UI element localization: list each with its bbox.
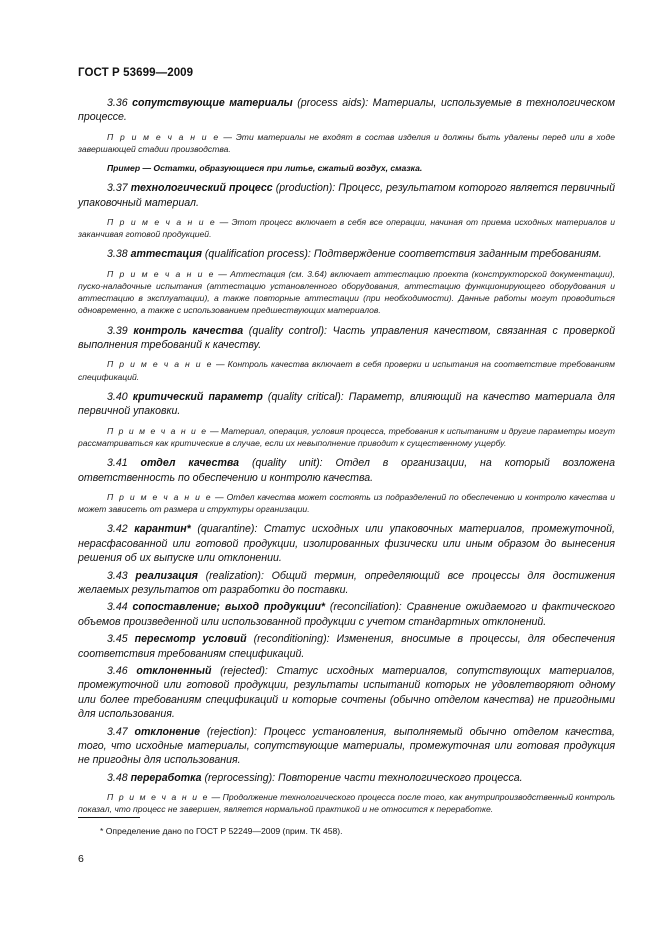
term-name: переработка	[130, 771, 202, 784]
term-number: 3.43	[107, 569, 128, 582]
term-number: 3.39	[107, 324, 128, 337]
note-paragraph	[78, 268, 615, 317]
note-text: — Материал, операция, условия процесса, требования к испытаниям и другие параметры могут рассматриваться как критические в случае, если их невыполнение приводит к существенному ущербу.	[78, 425, 615, 448]
term-name: критический параметр	[132, 390, 263, 403]
term-name: отклонение	[134, 725, 200, 738]
term-text: (quality control): Часть управления качеством, связанная с проверкой выполнения требований к качеству.	[78, 324, 615, 352]
term-name: карантин*	[134, 523, 191, 536]
term-text: (rejection): Процесс установления, выполняемый обычно отделом качества, того, что исходные материалы, сопутствующие материалы, промежуточная или готовая продукция не пригодны для использования.	[78, 725, 615, 767]
term-number: 3.45	[107, 633, 128, 646]
note-label: П р и м е ч а н и е	[107, 491, 213, 502]
term-definition	[78, 324, 615, 353]
term-definition	[78, 522, 615, 565]
term-number: 3.46	[107, 664, 128, 677]
term-definition	[78, 456, 615, 485]
note-text: — Аттестация (см. 3.64) включает аттестацию проекта (конструкторской документации), пуско-наладочные испытания (аттестацию установленного оборудования, аттестацию функционирующего оборудования и аттестацию в эксплуатации), а также повторные аттестации (при необходимости). Данные работы могут проводиться одновременно, а также с использованием предшествующих материалов.	[78, 268, 615, 316]
note-paragraph	[78, 131, 615, 155]
note-paragraph	[78, 425, 615, 449]
document-header: ГОСТ Р 53699—2009	[78, 67, 194, 79]
term-definition	[78, 390, 615, 419]
term-number: 3.40	[107, 390, 128, 403]
term-number: 3.41	[107, 457, 128, 470]
term-number: 3.38	[107, 248, 128, 261]
note-paragraph	[78, 491, 615, 515]
term-definition	[78, 725, 615, 768]
term-definition	[78, 181, 615, 210]
term-text: (rejected): Статус исходных материалов, сопутствующих материалов, промежуточной или готовой продукции, результаты испытаний которых не удовлетворяют одному или более требованиям спецификаций и которые сочтены (обычно отделом качества) не пригодными для использования.	[78, 664, 615, 721]
term-name: аттестация	[130, 248, 202, 261]
term-text: (quarantine): Статус исходных или упаковочных материалов, промежуточной, нерасфасованной или готовой продукции, изолированных физически или иным образом до вынесения решения об их выпуске или отклонении.	[78, 523, 615, 565]
term-number: 3.37	[107, 182, 128, 195]
term-definition	[78, 247, 615, 261]
note-label: П р и м е ч а н и е	[107, 792, 209, 803]
term-name: контроль качества	[133, 324, 244, 337]
term-definition	[78, 771, 615, 785]
note-text: — Эти материалы не входят в состав изделия и должны быть удалены перед или в ходе завершающей стадии производства.	[78, 131, 615, 155]
example-paragraph: Пример — Остатки, образующиеся при литье, сжатый воздух, смазка.	[107, 163, 423, 174]
term-name: отдел качества	[140, 457, 240, 470]
term-number: 3.36	[107, 97, 128, 109]
term-definition	[78, 632, 615, 661]
term-name: сопутствующие материалы	[132, 97, 293, 109]
term-text: (realization): Общий термин, определяющий все процессы для достижения желаемых результатов от разработки до поставки.	[78, 569, 615, 596]
term-number: 3.42	[107, 523, 128, 536]
term-text: (production): Процесс, результатом которого является первичный упаковочный материал.	[78, 182, 615, 209]
term-text: (reconditioning): Изменения, вносимые в процессы, для обеспечения соответствия требованиям спецификаций.	[78, 633, 615, 660]
term-name: реализация	[135, 569, 198, 582]
term-number: 3.48	[107, 771, 128, 784]
term-number: 3.44	[107, 601, 128, 614]
note-label: П р и м е ч а н и е	[107, 131, 220, 142]
term-definition	[78, 600, 615, 629]
note-label: П р и м е ч а н и е	[107, 217, 217, 228]
term-text: (qualification process): Подтверждение соответствия заданным требованиям.	[201, 248, 602, 261]
note-text: — Этот процесс включает в себя все операции, начиная от приема исходных материалов и заканчивая готовой продукцией.	[78, 217, 616, 240]
term-definition	[78, 664, 615, 722]
term-text: (quality unit): Отдел в организации, на который возложена ответственность по обеспечению и контролю качества.	[78, 457, 615, 484]
note-label: П р и м е ч а н и е	[107, 425, 208, 436]
note-text: — Контроль качества включает в себя проверки и испытания на соответствие требованиям спецификаций.	[78, 359, 615, 382]
footnote: * Определение дано по ГОСТ Р 52249—2009 (прим. ТК 458).	[100, 826, 343, 836]
term-definition	[78, 96, 615, 125]
note-label: П р и м е ч а н и е	[107, 359, 213, 370]
term-name: отклоненный	[136, 664, 212, 677]
term-text: (quality critical): Параметр, влияющий на качество материала для первичной упаковки.	[78, 390, 615, 418]
term-text: (process aids): Материалы, используемые в технологическом процессе.	[78, 97, 615, 124]
note-text: — Отдел качества может состоять из подразделений по обеспечению и контролю качества и может зависеть от размера и структуры организации.	[78, 491, 615, 515]
term-name: сопоставление; выход продукции*	[132, 601, 326, 614]
note-paragraph	[78, 358, 615, 382]
term-text: (reconciliation): Сравнение ожидаемого и фактического объемов произведенной или использованной продукции с учетом стандартных отклонений.	[78, 601, 615, 628]
note-paragraph	[78, 216, 615, 240]
page-number: 6	[78, 853, 84, 865]
footnote-divider	[78, 817, 140, 818]
term-name: технологический процесс	[130, 182, 273, 195]
term-name: пересмотр условий	[134, 633, 247, 646]
note-label: П р и м е ч а н и е	[107, 268, 215, 279]
document-body	[78, 96, 615, 823]
term-number: 3.47	[107, 725, 128, 738]
note-text: — Продолжение технологического процесса после того, как внутрипроизводственный контроль показал, что процесс не завершен, является нормальной практикой и не относится к переработке.	[78, 792, 615, 815]
term-definition	[78, 569, 615, 598]
note-paragraph	[78, 791, 615, 815]
term-text: (reprocessing): Повторение части технологического процесса.	[201, 771, 523, 784]
